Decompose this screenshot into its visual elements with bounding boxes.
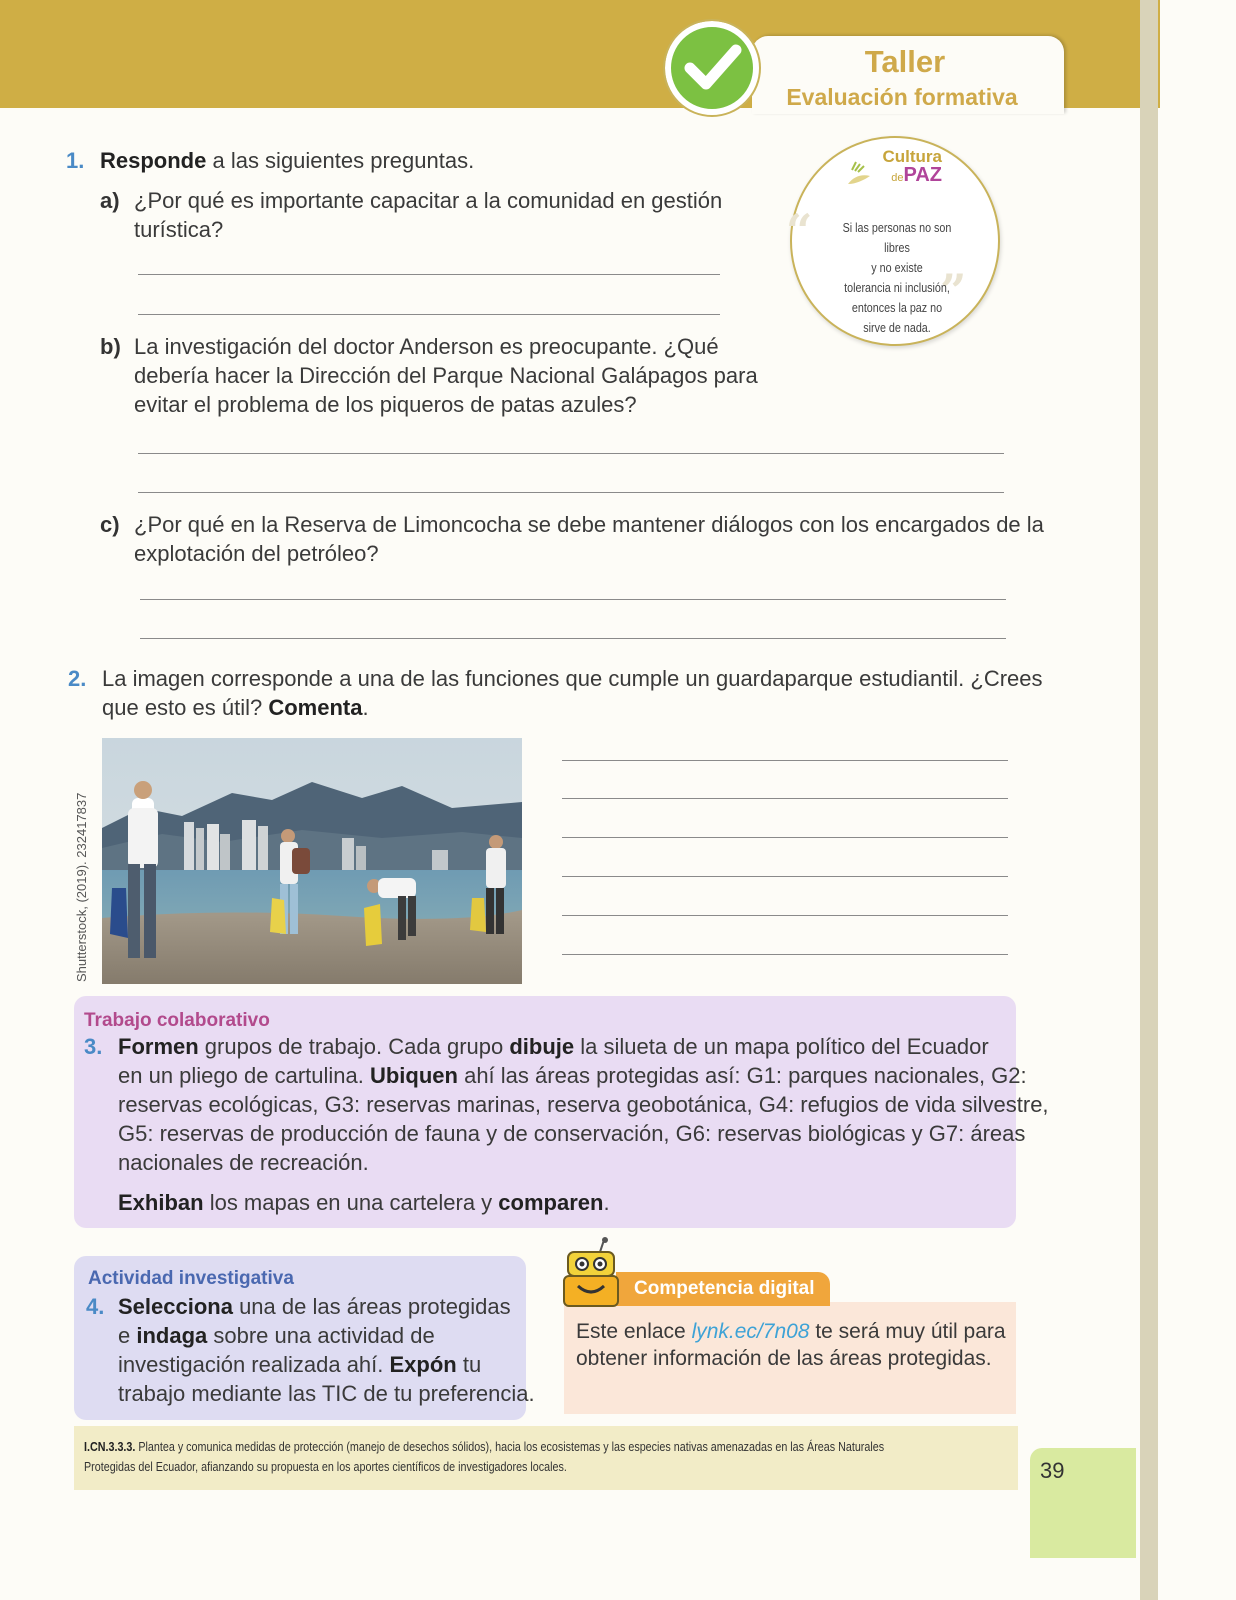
instruction-text: reservas ecológicas, G3: reservas marinas, reserva geobotánica, G4: refugios de vida silvestre,: [118, 1092, 1049, 1117]
photo-credit: Shutterstock, (2019). 232417837: [74, 792, 89, 982]
instruction-verb: Expón: [389, 1352, 457, 1377]
peace-quote: Si las personas no son libres y no existe tolerancia ni inclusión, entonces la paz no sirve de nada.: [842, 221, 952, 335]
section-title: Taller: [864, 44, 946, 79]
answer-line[interactable]: [562, 876, 1008, 877]
instruction-line: [118, 1090, 1049, 1119]
open-quote-icon: “: [786, 204, 813, 258]
instruction-text: investigación realizada ahí.: [118, 1352, 390, 1377]
instruction-line: [118, 1379, 535, 1408]
section-subtitle: Evaluación formativa: [786, 84, 1018, 110]
answer-line[interactable]: [140, 638, 1006, 639]
instruction-text: trabajo mediante las TIC de tu preferencia.: [118, 1381, 535, 1406]
instruction-verb: dibuje: [509, 1034, 575, 1059]
instruction-text: una de las áreas protegidas: [232, 1294, 511, 1319]
instruction-text: la silueta de un mapa político del Ecuador: [574, 1034, 989, 1059]
instruction-line: [118, 1350, 535, 1379]
instruction-text: sobre una actividad de: [207, 1323, 435, 1348]
instruction-verb: Formen: [118, 1034, 199, 1059]
instruction-text: grupos de trabajo. Cada grupo: [198, 1034, 510, 1059]
peace-title: Cultura dePAZ: [882, 147, 942, 186]
instruction-text: e: [118, 1323, 137, 1348]
page-number: 39: [1040, 1458, 1065, 1483]
instruction-line: [118, 1148, 1049, 1177]
collaborative-work-title: Trabajo colaborativo: [84, 1010, 270, 1031]
instruction-verb: Ubiquen: [369, 1063, 458, 1088]
instruction-text: G5: reservas de producción de fauna y de conservación, G6: reservas biológicas y G7: áreas: [118, 1121, 1026, 1146]
instruction-verb: Exhiban: [118, 1190, 204, 1215]
close-quote-icon: ”: [940, 264, 967, 318]
robot-icon: [556, 1236, 626, 1310]
answer-line[interactable]: [138, 492, 1004, 493]
answer-line[interactable]: [138, 274, 720, 275]
answer-line[interactable]: [140, 599, 1006, 600]
digital-competence-text: Este enlace lynk.ec/7n08 te será muy útil para obtener información de las áreas protegidas.: [576, 1320, 1006, 1370]
checkmark-icon: [662, 18, 762, 118]
answer-line[interactable]: [562, 915, 1008, 916]
instruction-verb: comparen: [498, 1190, 604, 1215]
answer-line[interactable]: [138, 314, 720, 315]
page-edge: [1140, 0, 1158, 1600]
instruction-text: nacionales de recreación.: [118, 1150, 369, 1175]
instruction-line: [118, 1061, 1049, 1090]
info-link[interactable]: lynk.ec/7n08: [691, 1320, 810, 1343]
instruction-text: ahí las áreas protegidas así: G1: parques nacionales, G2:: [457, 1063, 1027, 1088]
instruction-line: [118, 1119, 1049, 1148]
instruction-line: [118, 1292, 535, 1321]
instruction-text: .: [603, 1190, 610, 1215]
instruction-text: tu: [456, 1352, 482, 1377]
beach-cleanup-photo: [102, 738, 522, 984]
instruction-verb: indaga: [136, 1323, 208, 1348]
research-activity-title: Actividad investigativa: [88, 1268, 294, 1289]
answer-line[interactable]: [562, 760, 1008, 761]
digital-competence-title: Competencia digital: [634, 1278, 815, 1299]
answer-line[interactable]: [562, 837, 1008, 838]
instruction-text: los mapas en una cartelera y: [203, 1190, 499, 1215]
instruction-verb: Selecciona: [118, 1294, 233, 1319]
instruction-line: [118, 1321, 535, 1350]
answer-line[interactable]: [562, 954, 1008, 955]
instruction-line: [118, 1032, 1049, 1061]
answer-line[interactable]: [562, 798, 1008, 799]
curriculum-standard-text: I.CN.3.3.3. Plantea y comunica medidas de protección (manejo de desechos sólidos), hacia los ecosistemas y las especies nativas amenazadas en las Áreas Naturales Protegidas del Ecuador, afianzando su propuesta en los aportes científicos de investigadores locales.: [84, 1440, 885, 1474]
answer-line[interactable]: [138, 453, 1004, 454]
instruction-text: en un pliego de cartulina.: [118, 1063, 370, 1088]
